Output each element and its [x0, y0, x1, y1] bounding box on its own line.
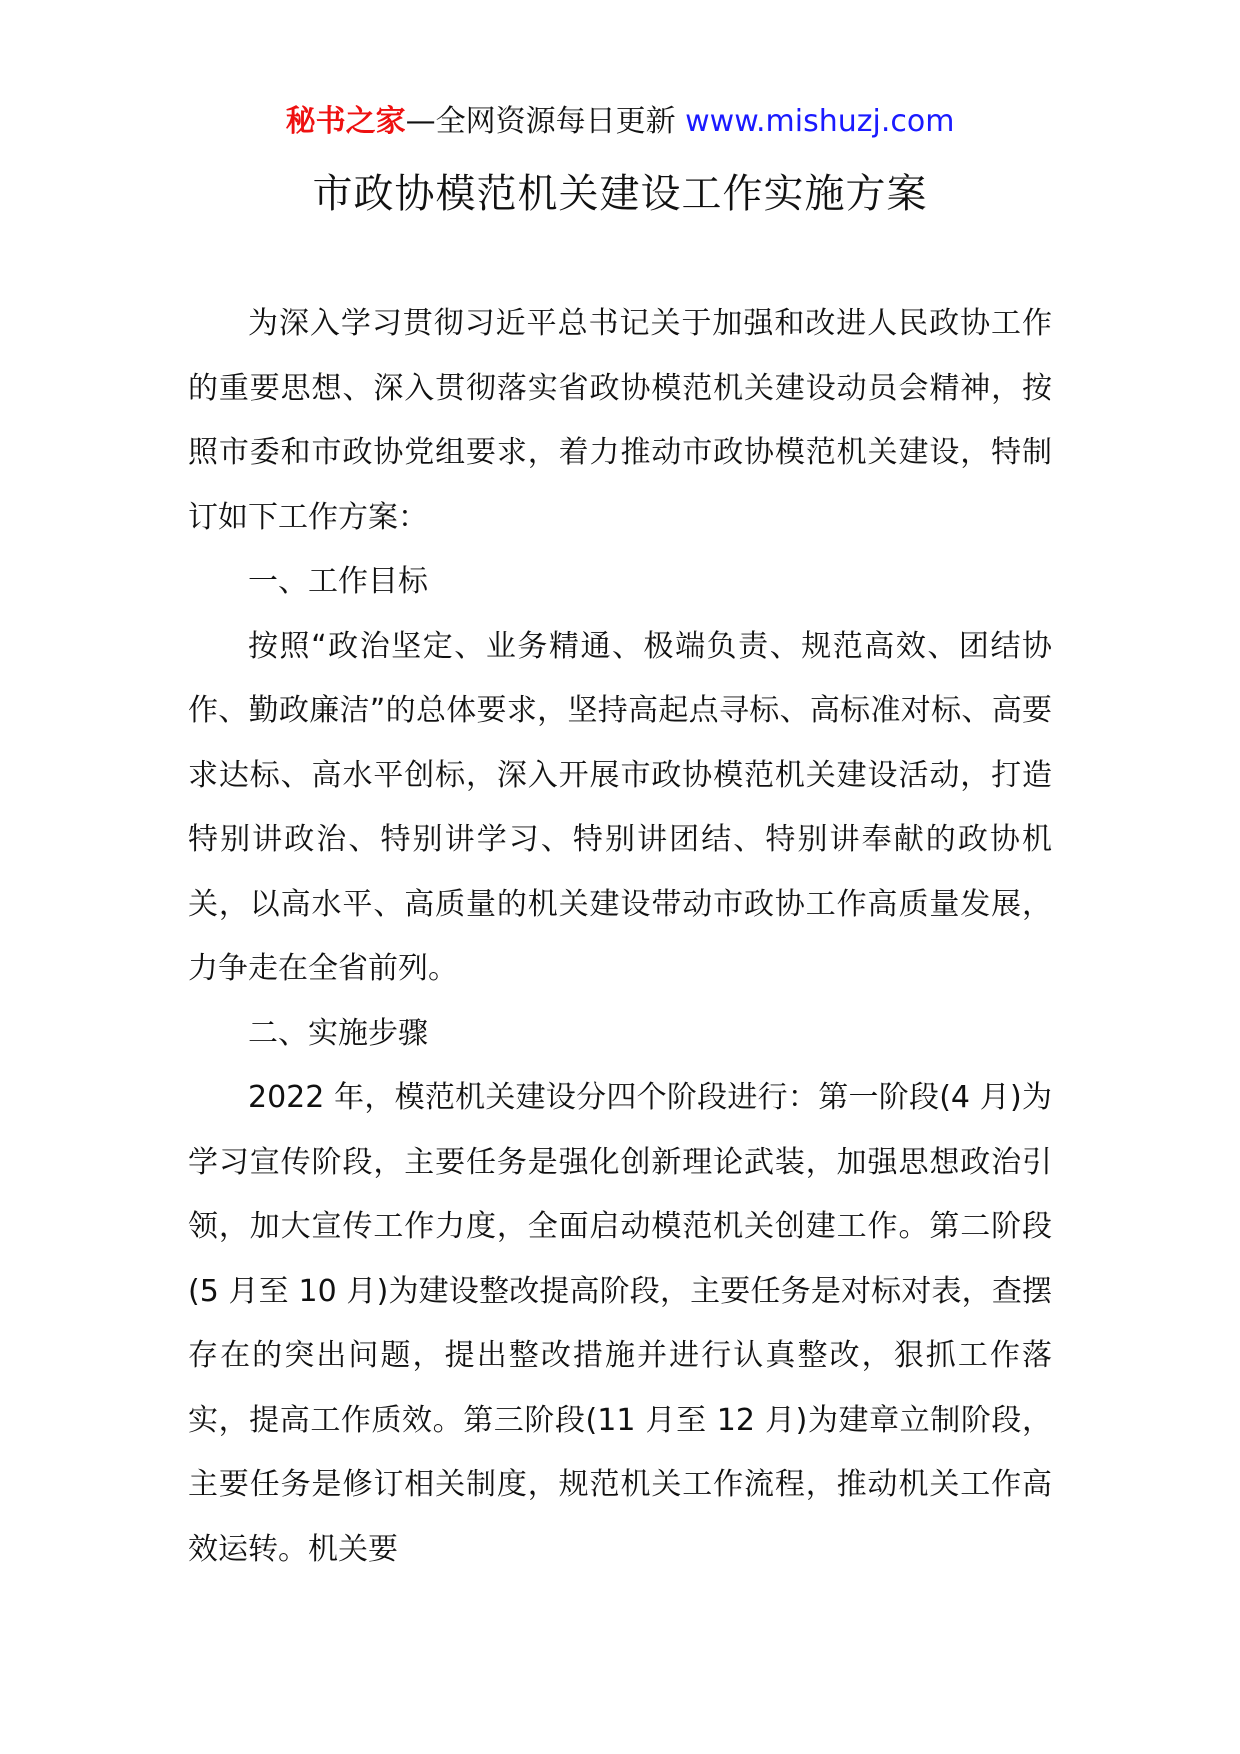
site-header [0, 100, 1240, 144]
site-url-link[interactable]: www.mishuzj.com [685, 104, 955, 139]
site-slogan: —全网资源每日更新 [405, 104, 686, 139]
section-body-goals: 按照“政治坚定、业务精通、极端负责、规范高效、团结协作、勤政廉洁”的总体要求，坚持高起点寻标、高标准对标、高要求达标、高水平创标，深入开展市政协模范机关建设活动，打造特别讲政治、特别讲学习、特别讲团结、特别讲奉献的政协机关，以高水平、高质量的机关建设带动市政协工作高质量发展，力争走在全省前列。 [188, 628, 1052, 986]
section-body-steps: 2022 年，模范机关建设分四个阶段进行：第一阶段(4 月)为学习宣传阶段，主要任务是强化创新理论武装，加强思想政治引领，加大宣传工作力度，全面启动模范机关创建工作。第二阶段(5 月至 10 月)为建设整改提高阶段，主要任务是对标对表，查摆存在的突出问题，提出整改措施并进行认真整改，狠抓工作落实，提高工作质效。第三阶段(11 月至 12 月)为建章立制阶段，主要任务是修订相关制度，规范机关工作流程，推动机关工作高效运转。机关要 [188, 1080, 1052, 1567]
site-name: 秘书之家 [285, 104, 406, 139]
section-heading-steps: 二、实施步骤 [248, 1015, 428, 1051]
intro-paragraph: 为深入学习贯彻习近平总书记关于加强和改进人民政协工作的重要思想、深入贯彻落实省政协模范机关建设动员会精神，按照市委和市政协党组要求，着力推动市政协模范机关建设，特制订如下工作方案： [188, 306, 1052, 535]
document-title: 市政协模范机关建设工作实施方案 [312, 171, 928, 217]
section-heading-goals: 一、工作目标 [248, 564, 428, 599]
document-body [188, 292, 1052, 1582]
